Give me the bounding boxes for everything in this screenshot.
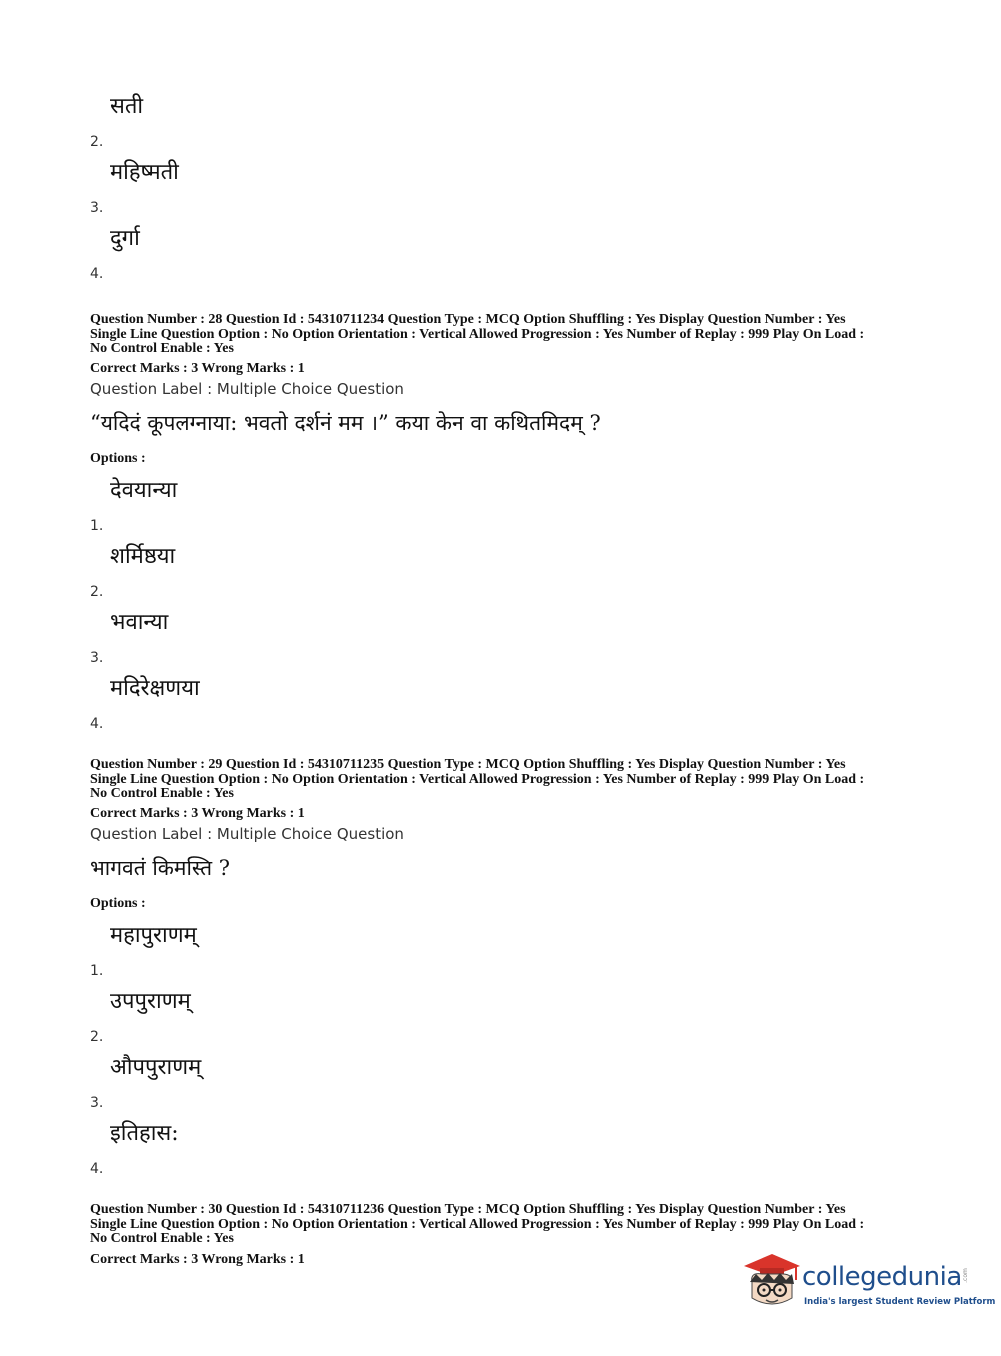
option-number: 1. [90,518,104,534]
option-text: शर्मिष्ठया [110,544,176,569]
meta-line: Single Line Question Option : No Option Orientation : Vertical Allowed Progression : Yes Number of Replay : 999 Play On Load : [90,1216,865,1232]
meta-line: Single Line Question Option : No Option Orientation : Vertical Allowed Progression : Yes Number of Replay : 999 Play On Load : [90,771,865,787]
question-meta [90,313,920,357]
option-text: भवान्या [110,610,169,635]
option-number: 2. [90,584,104,600]
question-marks: Correct Marks : 3 Wrong Marks : 1 [90,361,305,376]
option-number: 2. [90,134,104,150]
option-text: मदिरेक्षणया [110,676,200,701]
option-text: महिष्मती [110,160,179,185]
brand-name: collegedunia [802,1262,962,1292]
option-number: 3. [90,200,104,216]
question-label: Question Label : Multiple Choice Question [90,825,404,843]
option-item [90,222,490,282]
option-text: सती [110,94,144,119]
option-text: देवयान्या [110,478,178,503]
brand-tagline: India's largest Student Review Platform [804,1297,996,1307]
meta-line: No Control Enable : Yes [90,1231,234,1246]
option-number: 4. [90,266,104,282]
option-text: इतिहास: [110,1121,179,1146]
option-item [90,985,490,1045]
option-text: उपपुराणम् [110,989,191,1014]
option-number: 3. [90,650,104,666]
option-item [90,1117,490,1177]
options-label: Options : [90,451,146,466]
option-item [90,474,490,534]
question-meta [90,758,920,802]
meta-line: Question Number : 28 Question Id : 54310711234 Question Type : MCQ Option Shuffling : Yes Display Question Number : Yes [90,312,846,327]
option-item [90,540,490,600]
option-number: 2. [90,1029,104,1045]
option-number: 4. [90,1161,104,1177]
mascot-icon [742,1252,802,1316]
option-number: 1. [90,963,104,979]
question-marks: Correct Marks : 3 Wrong Marks : 1 [90,1252,305,1267]
question-marks: Correct Marks : 3 Wrong Marks : 1 [90,806,305,821]
question-text: भागवतं किमस्ति ? [90,856,230,880]
question-label: Question Label : Multiple Choice Question [90,380,404,398]
collegedunia-logo [742,1250,996,1320]
brand-domain: .com [961,1268,969,1283]
option-item [90,90,490,150]
option-text: महापुराणम् [110,923,197,948]
option-item [90,606,490,666]
option-text: दुर्गा [110,226,140,251]
option-text: औपपुराणम् [110,1055,202,1080]
option-item [90,1051,490,1111]
meta-line: Question Number : 29 Question Id : 54310711235 Question Type : MCQ Option Shuffling : Yes Display Question Number : Yes [90,757,846,772]
question-meta [90,1203,920,1247]
option-item [90,156,490,216]
question-text: “यदिदं कूपलग्नाया: भवतो दर्शनं मम ।” कया केन वा कथितमिदम् ? [90,411,601,435]
meta-line: Question Number : 30 Question Id : 54310711236 Question Type : MCQ Option Shuffling : Yes Display Question Number : Yes [90,1202,846,1217]
meta-line: No Control Enable : Yes [90,341,234,356]
option-item [90,919,490,979]
meta-line: Single Line Question Option : No Option Orientation : Vertical Allowed Progression : Yes Number of Replay : 999 Play On Load : [90,326,865,342]
meta-line: No Control Enable : Yes [90,786,234,801]
option-number: 4. [90,716,104,732]
option-number: 3. [90,1095,104,1111]
options-label: Options : [90,896,146,911]
option-item [90,672,490,732]
